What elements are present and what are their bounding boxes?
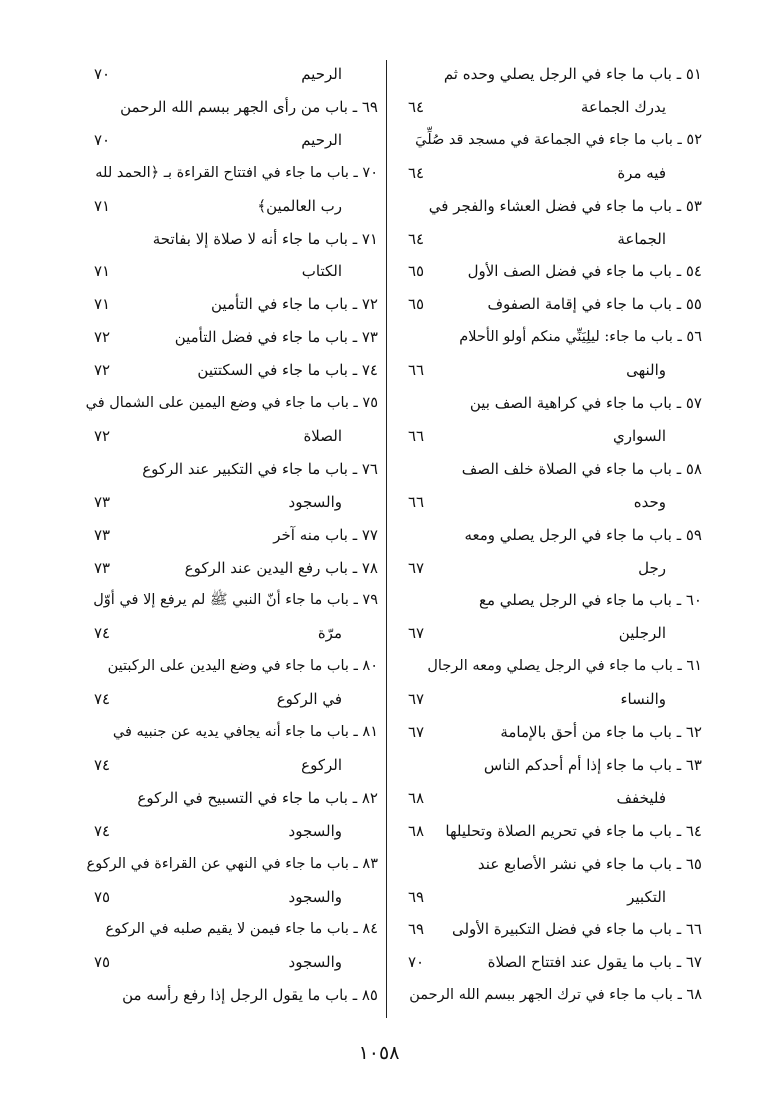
toc-entry-title: والسجود	[288, 887, 342, 906]
toc-entry-title: ٥٣ ـ باب ما جاء في فضل العشاء والفجر في	[428, 196, 702, 215]
toc-entry-title: ٦٩ ـ باب من رأى الجهر ببسم الله الرحمن	[120, 97, 378, 116]
toc-entry-page: ٦٦	[408, 426, 425, 445]
toc-entry-title: وحده	[633, 492, 666, 511]
toc-entry-page: ٧٣	[94, 492, 111, 511]
toc-entry	[82, 387, 378, 419]
toc-entry-title: والنساء	[620, 690, 666, 709]
toc-entry	[396, 979, 702, 1011]
toc-entry-page: ٧٠	[408, 953, 425, 972]
toc-entry-title: ٨٢ ـ باب ما جاء في التسبيح في الركوع	[137, 788, 378, 807]
toc-entry	[82, 946, 378, 978]
toc-entry-page: ٧٥	[94, 887, 111, 906]
toc-entry	[82, 650, 378, 682]
toc-entry	[82, 584, 378, 616]
toc-entry	[82, 157, 378, 189]
toc-entry-title: في الركوع	[276, 690, 342, 709]
toc-entry	[396, 255, 702, 287]
toc-entry-title: ٧٢ ـ باب ما جاء في التأمين	[211, 295, 378, 314]
toc-column-right	[396, 58, 702, 1018]
toc-entry-page: ٦٥	[408, 262, 425, 281]
toc-entry-title: ٦٤ ـ باب ما جاء في تحريم الصلاة وتحليلها	[445, 821, 702, 840]
toc-entry-title: ٧١ ـ باب ما جاء أنه لا صلاة إلا بفاتحة	[152, 229, 378, 248]
toc-entry-title: يدرك الجماعة	[580, 97, 666, 116]
toc-entry	[82, 683, 378, 715]
toc-entry	[396, 387, 702, 419]
toc-entry	[396, 91, 702, 123]
page-number: ١٠٥٨	[358, 1042, 400, 1064]
toc-entry-page: ٧٣	[94, 558, 111, 577]
toc-entry	[396, 420, 702, 452]
toc-entry-title: والسجود	[288, 953, 342, 972]
toc-entry-title: ٨٣ ـ باب ما جاء في النهي عن القراءة في الركوع	[86, 855, 378, 872]
toc-entry-page: ٧٢	[94, 426, 111, 445]
toc-entry-page: ٦٥	[408, 295, 425, 314]
toc-entry	[82, 58, 378, 90]
toc-entry-page: ٦٧	[408, 723, 425, 741]
toc-entry-title: ٧٥ ـ باب ما جاء في وضع اليمين على الشمال في	[85, 395, 378, 411]
toc-entry	[82, 453, 378, 485]
toc-entry	[396, 486, 702, 518]
toc-entry-title: ٧٣ ـ باب ما جاء في فضل التأمين	[174, 328, 378, 347]
toc-entry	[396, 650, 702, 682]
toc-entry	[396, 453, 702, 485]
toc-entry	[82, 486, 378, 518]
toc-entry	[396, 782, 702, 814]
toc-entry-title: الرجلين	[618, 624, 666, 643]
toc-entry-page: ٦٩	[408, 920, 425, 939]
toc-entry-title: التكبير	[627, 887, 666, 906]
toc-entry	[82, 848, 378, 880]
toc-entry	[82, 881, 378, 913]
toc-entry	[396, 354, 702, 386]
toc-entry	[396, 749, 702, 781]
toc-entry	[396, 617, 702, 649]
toc-entry-title: ٨١ ـ باب ما جاء أنه يجافي يديه عن جنبيه في	[112, 724, 378, 740]
toc-entry	[396, 124, 702, 156]
toc-entry-page: ٧٤	[94, 821, 111, 840]
toc-entry-title: السواري	[612, 426, 666, 445]
toc-entry-page: ٦٤	[408, 229, 425, 248]
toc-entry-page: ٧٥	[94, 953, 111, 972]
toc-entry-title: ٦٠ ـ باب ما جاء في الرجل يصلي مع	[478, 591, 702, 610]
toc-entry	[82, 782, 378, 814]
toc-entry-title: ٦٦ ـ باب ما جاء في فضل التكبيرة الأولى	[451, 920, 702, 939]
toc-entry-title: رب العالمين﴾	[257, 196, 342, 215]
toc-entry	[82, 519, 378, 551]
toc-entry	[396, 716, 702, 748]
toc-entry	[82, 979, 378, 1011]
toc-entry-title: الصلاة	[303, 426, 342, 445]
toc-entry	[396, 946, 702, 978]
toc-entry-title: فيه مرة	[617, 163, 666, 182]
toc-entry-page: ٦٤	[408, 97, 425, 116]
toc-entry	[396, 223, 702, 255]
toc-entry-page: ٦٧	[408, 558, 425, 577]
toc-entry	[396, 321, 702, 353]
toc-entry	[396, 913, 702, 945]
toc-entry-title: فليخفف	[616, 788, 666, 807]
toc-entry	[396, 58, 702, 90]
toc-entry-title: مرّة	[317, 624, 342, 643]
toc-entry-page: ٦٨	[408, 788, 425, 807]
toc-entry	[396, 683, 702, 715]
toc-entry-page: ٦٩	[408, 887, 425, 906]
toc-entry	[82, 913, 378, 945]
toc-entry-title: ٧٧ ـ باب منه آخر	[273, 525, 378, 544]
toc-entry-title: ٧٤ ـ باب ما جاء في السكتتين	[197, 361, 378, 380]
toc-entry-page: ٧٠	[94, 65, 111, 83]
toc-entry-title: ٨٠ ـ باب ما جاء في وضع اليدين على الركبتين	[107, 658, 378, 675]
toc-entry-page: ٦٦	[408, 492, 425, 511]
toc-entry	[396, 881, 702, 913]
toc-entry	[396, 848, 702, 880]
toc-entry	[396, 815, 702, 847]
toc-entry	[82, 815, 378, 847]
toc-entry	[82, 617, 378, 649]
toc-entry	[82, 749, 378, 781]
toc-entry-title: الرحيم	[301, 65, 342, 83]
toc-entry-page: ٧٣	[94, 525, 111, 544]
toc-entry	[82, 223, 378, 255]
toc-entry	[396, 157, 702, 189]
toc-entry-title: ٥١ ـ باب ما جاء في الرجل يصلي وحده ثم	[443, 65, 702, 83]
toc-entry	[396, 288, 702, 320]
toc-entry	[396, 552, 702, 584]
toc-entry-title: ٦٧ ـ باب ما يقول عند افتتاح الصلاة	[487, 953, 702, 972]
toc-entry-title: ٧٠ ـ باب ما جاء في افتتاح القراءة بـ ﴿الحمد لله	[95, 164, 378, 181]
column-divider	[386, 60, 387, 1018]
toc-entry	[82, 255, 378, 287]
toc-entry-title: ٥٩ ـ باب ما جاء في الرجل يصلي ومعه	[464, 525, 702, 544]
toc-entry-page: ٧٢	[94, 328, 111, 347]
toc-entry	[82, 124, 378, 156]
toc-entry-title: والسجود	[288, 492, 342, 511]
toc-entry	[396, 584, 702, 616]
toc-entry-title: ٦١ ـ باب ما جاء في الرجل يصلي ومعه الرجال	[427, 658, 702, 675]
toc-entry-page: ٧٢	[94, 361, 111, 380]
toc-entry-title: ٥٧ ـ باب ما جاء في كراهية الصف بين	[469, 394, 702, 412]
toc-entry-title: ٧٦ ـ باب ما جاء في التكبير عند الركوع	[142, 459, 378, 478]
toc-entry-page: ٧٤	[94, 690, 111, 709]
toc-entry-title: ٨٤ ـ باب ما جاء فيمن لا يقيم صلبه في الركوع	[105, 921, 378, 938]
toc-entry-page: ٦٤	[408, 163, 425, 182]
toc-entry-page: ٦٧	[408, 690, 425, 709]
toc-column-left	[82, 58, 378, 1018]
toc-entry-title: ٥٢ ـ باب ما جاء في الجماعة في مسجد قد صُلِّيَ	[415, 131, 702, 148]
toc-entry	[396, 190, 702, 222]
toc-entry-page: ٧١	[94, 196, 111, 215]
toc-entry-page: ٧١	[94, 295, 111, 314]
toc-entry-title: رجل	[638, 558, 666, 577]
toc-entry	[82, 321, 378, 353]
toc-entry	[82, 420, 378, 452]
toc-entry-title: الكتاب	[301, 262, 342, 281]
toc-entry-title: الرحيم	[301, 130, 342, 149]
toc-entry-title: ٨٥ ـ باب ما يقول الرجل إذا رفع رأسه من	[122, 986, 378, 1005]
toc-entry-title: ٦٥ ـ باب ما جاء في نشر الأصابع عند	[477, 854, 702, 873]
toc-entry-title: ٥٨ ـ باب ما جاء في الصلاة خلف الصف	[461, 459, 702, 478]
toc-entry-title: ٥٦ ـ باب ما جاء: ليلِيَنِّي منكم أولو الأحلام	[459, 329, 702, 346]
toc-entry-title: ٧٨ ـ باب رفع اليدين عند الركوع	[184, 558, 378, 577]
toc-entry-title: الركوع	[301, 755, 342, 774]
toc-entry-title: ٧٩ ـ باب ما جاء أنّ النبي ﷺ لم يرفع إلا في أوّل	[93, 592, 378, 609]
toc-entry-page: ٧٠	[94, 130, 111, 149]
toc-entry-page: ٧١	[94, 262, 111, 281]
toc-entry-page: ٧٤	[94, 755, 111, 774]
toc-entry-title: ٦٨ ـ باب ما جاء في ترك الجهر ببسم الله الرحمن	[409, 987, 702, 1004]
toc-entry-page: ٦٦	[408, 361, 425, 380]
toc-entry-page: ٦٨	[408, 821, 425, 840]
toc-entry-title: ٥٥ ـ باب ما جاء في إقامة الصفوف	[487, 295, 702, 314]
toc-entry	[82, 190, 378, 222]
toc-entry	[82, 716, 378, 748]
toc-entry-title: ٦٣ ـ باب ما جاء إذا أم أحدكم الناس	[483, 755, 702, 774]
toc-entry-title: الجماعة	[617, 229, 666, 248]
toc-entry-title: ٥٤ ـ باب ما جاء في فضل الصف الأول	[467, 262, 702, 281]
toc-entry-page: ٧٤	[94, 624, 111, 643]
toc-entry	[82, 91, 378, 123]
toc-entry	[82, 354, 378, 386]
toc-entry-title: والسجود	[288, 821, 342, 840]
toc-entry	[396, 519, 702, 551]
toc-entry-title: ٦٢ ـ باب ما جاء من أحق بالإمامة	[500, 723, 702, 741]
toc-entry-page: ٦٧	[408, 624, 425, 643]
toc-entry	[82, 552, 378, 584]
toc-entry-title: والنهى	[626, 361, 666, 380]
toc-entry	[82, 288, 378, 320]
